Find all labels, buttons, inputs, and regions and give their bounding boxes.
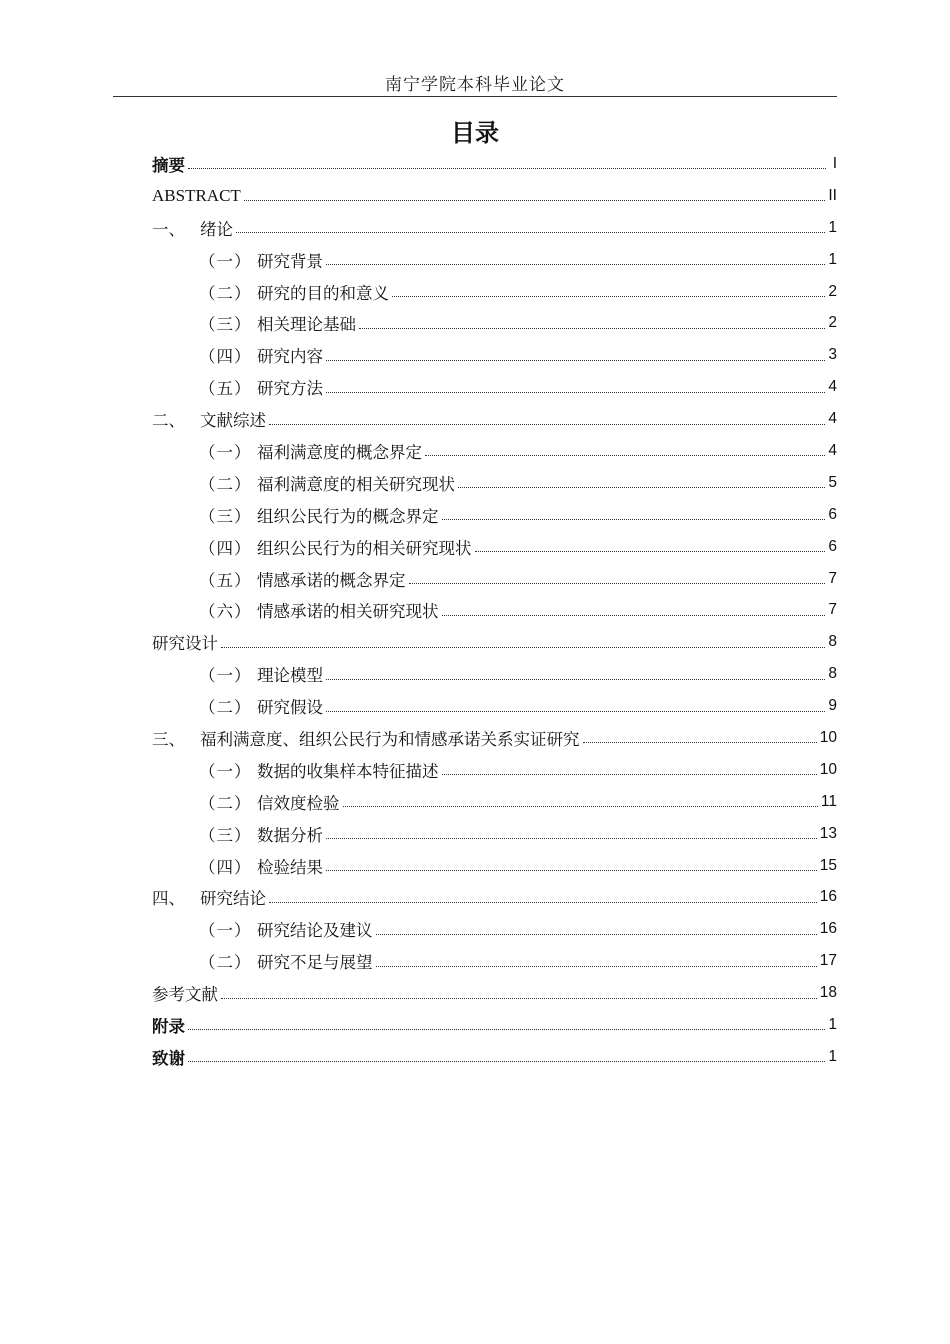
toc-entry-label: 摘要 xyxy=(152,155,185,175)
toc-page-number: 7 xyxy=(828,601,837,619)
toc-subentry[interactable] xyxy=(152,913,837,945)
toc-entry-number: （二） xyxy=(199,793,252,813)
toc-page-number: 2 xyxy=(828,314,837,332)
dot-leader xyxy=(583,742,817,743)
toc-page-number: 17 xyxy=(819,952,837,970)
toc-entry-number: （四） xyxy=(199,538,252,558)
dot-leader xyxy=(376,934,817,935)
toc-entry-label: 研究不足与展望 xyxy=(257,953,373,973)
dot-leader xyxy=(188,168,826,169)
toc-entry[interactable] xyxy=(152,1041,837,1073)
toc-page-number: 6 xyxy=(828,505,837,523)
toc-entry-label: 情感承诺的相关研究现状 xyxy=(257,602,439,622)
toc-subentry[interactable] xyxy=(152,467,837,499)
dot-leader xyxy=(442,774,817,775)
toc-subentry[interactable] xyxy=(152,339,837,371)
toc-page-number: 15 xyxy=(819,856,837,874)
dot-leader xyxy=(458,487,825,488)
toc-page-number: 4 xyxy=(828,378,837,396)
toc-entry[interactable] xyxy=(152,1009,837,1041)
toc-entry-label: 福利满意度的概念界定 xyxy=(257,442,422,462)
toc-entry-number: 四、 xyxy=(152,889,185,909)
toc-entry-label: 研究设计 xyxy=(152,634,218,654)
toc-subentry[interactable] xyxy=(152,594,837,626)
dot-leader xyxy=(326,870,817,871)
toc-page-number: 18 xyxy=(819,984,837,1002)
toc-entry-label: ABSTRACT xyxy=(152,185,241,205)
toc-page-number: 5 xyxy=(828,473,837,491)
dot-leader xyxy=(425,455,825,456)
toc-entry-label: 信效度检验 xyxy=(257,793,340,813)
toc-page-number: 3 xyxy=(828,346,837,364)
toc-page-number: 2 xyxy=(828,282,837,300)
dot-leader xyxy=(359,328,825,329)
toc-entry-label: 附录 xyxy=(152,1016,185,1036)
dot-leader xyxy=(326,838,817,839)
toc-entry-label: 研究假设 xyxy=(257,698,323,718)
toc-subentry[interactable] xyxy=(152,658,837,690)
toc-entry-number: （一） xyxy=(199,761,252,781)
toc-entry-label: 福利满意度的相关研究现状 xyxy=(257,474,455,494)
toc-entry[interactable] xyxy=(152,212,837,244)
toc-entry-number: （四） xyxy=(199,857,252,877)
toc-page-number: 9 xyxy=(828,697,837,715)
toc-entry-label: 研究结论 xyxy=(200,889,266,909)
toc-entry-number: （二） xyxy=(199,698,252,718)
toc-entry-number: （一） xyxy=(199,251,252,271)
toc-entry-label: 数据分析 xyxy=(257,825,323,845)
dot-leader xyxy=(326,264,825,265)
toc-entry-label: 致谢 xyxy=(152,1048,185,1068)
toc-page-number: II xyxy=(828,186,837,204)
toc-entry-label: 研究方法 xyxy=(257,379,323,399)
dot-leader xyxy=(409,583,826,584)
toc-entry-number: （五） xyxy=(199,379,252,399)
toc-entry-label: 绪论 xyxy=(200,219,233,239)
toc-entry[interactable] xyxy=(152,403,837,435)
toc-subentry[interactable] xyxy=(152,850,837,882)
toc-entry-number: （一） xyxy=(199,921,252,941)
toc-subentry[interactable] xyxy=(152,371,837,403)
table-of-contents xyxy=(152,148,837,1073)
toc-subentry[interactable] xyxy=(152,786,837,818)
toc-entry-number: 二、 xyxy=(152,411,185,431)
dot-leader xyxy=(326,711,825,712)
dot-leader xyxy=(269,902,817,903)
toc-subentry[interactable] xyxy=(152,945,837,977)
toc-entry[interactable] xyxy=(152,148,837,180)
dot-leader xyxy=(188,1061,825,1062)
toc-entry[interactable] xyxy=(152,180,837,212)
toc-title: 目录 xyxy=(451,119,499,147)
dot-leader xyxy=(236,232,825,233)
toc-page-number: 16 xyxy=(819,888,837,906)
toc-entry-number: （六） xyxy=(199,602,252,622)
dot-leader xyxy=(475,551,826,552)
toc-entry-number: （三） xyxy=(199,506,252,526)
toc-subentry[interactable] xyxy=(152,563,837,595)
dot-leader xyxy=(442,615,826,616)
toc-page-number: 8 xyxy=(828,665,837,683)
toc-entry-number: （三） xyxy=(199,315,252,335)
toc-entry-label: 组织公民行为的概念界定 xyxy=(257,506,439,526)
toc-subentry[interactable] xyxy=(152,276,837,308)
toc-entry-number: （一） xyxy=(199,442,252,462)
dot-leader xyxy=(221,647,825,648)
toc-entry-number: （三） xyxy=(199,825,252,845)
dot-leader xyxy=(269,424,825,425)
toc-entry-label: 组织公民行为的相关研究现状 xyxy=(257,538,472,558)
toc-entry-number: （二） xyxy=(199,474,252,494)
toc-entry-label: 福利满意度、组织公民行为和情感承诺关系实证研究 xyxy=(200,729,580,749)
toc-subentry[interactable] xyxy=(152,499,837,531)
toc-entry-label: 研究背景 xyxy=(257,251,323,271)
toc-page-number: 7 xyxy=(828,569,837,587)
toc-entry-label: 参考文献 xyxy=(152,985,218,1005)
toc-entry-label: 文献综述 xyxy=(200,411,266,431)
dot-leader xyxy=(244,200,826,201)
toc-page-number: 6 xyxy=(828,537,837,555)
toc-subentry[interactable] xyxy=(152,690,837,722)
toc-page-number: 11 xyxy=(820,792,837,810)
toc-entry-label: 检验结果 xyxy=(257,857,323,877)
header-rule xyxy=(113,96,837,97)
dot-leader xyxy=(326,392,825,393)
toc-subentry[interactable] xyxy=(152,531,837,563)
toc-entry-number: （四） xyxy=(199,347,252,367)
toc-page-number: 16 xyxy=(819,920,837,938)
toc-page-number: 1 xyxy=(828,218,837,236)
toc-entry[interactable] xyxy=(152,881,837,913)
toc-entry-label: 数据的收集样本特征描述 xyxy=(257,761,439,781)
dot-leader xyxy=(376,966,817,967)
dot-leader xyxy=(392,296,825,297)
dot-leader xyxy=(326,360,825,361)
dot-leader xyxy=(188,1029,825,1030)
toc-entry-label: 情感承诺的概念界定 xyxy=(257,570,406,590)
toc-entry-label: 研究的目的和意义 xyxy=(257,283,389,303)
toc-entry-number: （五） xyxy=(199,570,252,590)
toc-page-number: 1 xyxy=(828,1047,837,1065)
toc-page-number: 13 xyxy=(819,824,837,842)
toc-entry-number: 三、 xyxy=(152,729,185,749)
toc-entry-label: 研究结论及建议 xyxy=(257,921,373,941)
toc-entry[interactable] xyxy=(152,977,837,1009)
toc-entry-number: （一） xyxy=(199,666,252,686)
toc-page-number: 4 xyxy=(828,441,837,459)
toc-subentry[interactable] xyxy=(152,244,837,276)
toc-page-number: 8 xyxy=(828,633,837,651)
toc-page-number: 10 xyxy=(819,728,837,746)
running-header: 南宁学院本科毕业论文 xyxy=(385,75,565,95)
toc-subentry[interactable] xyxy=(152,435,837,467)
toc-page-number: 4 xyxy=(828,410,837,428)
toc-entry-label: 相关理论基础 xyxy=(257,315,356,335)
toc-entry[interactable] xyxy=(152,626,837,658)
dot-leader xyxy=(221,998,817,999)
toc-page-number: 10 xyxy=(819,760,837,778)
toc-subentry[interactable] xyxy=(152,754,837,786)
toc-entry-number: （二） xyxy=(199,283,252,303)
toc-entry-label: 研究内容 xyxy=(257,347,323,367)
dot-leader xyxy=(442,519,826,520)
toc-entry-label: 理论模型 xyxy=(257,666,323,686)
toc-entry-number: （二） xyxy=(199,953,252,973)
toc-entry-number: 一、 xyxy=(152,219,185,239)
toc-page-number: 1 xyxy=(828,1015,837,1033)
toc-entry[interactable] xyxy=(152,722,837,754)
toc-page-number: I xyxy=(832,154,837,172)
toc-page-number: 1 xyxy=(828,250,837,268)
dot-leader xyxy=(343,806,818,807)
toc-subentry[interactable] xyxy=(152,818,837,850)
dot-leader xyxy=(326,679,825,680)
toc-subentry[interactable] xyxy=(152,307,837,339)
